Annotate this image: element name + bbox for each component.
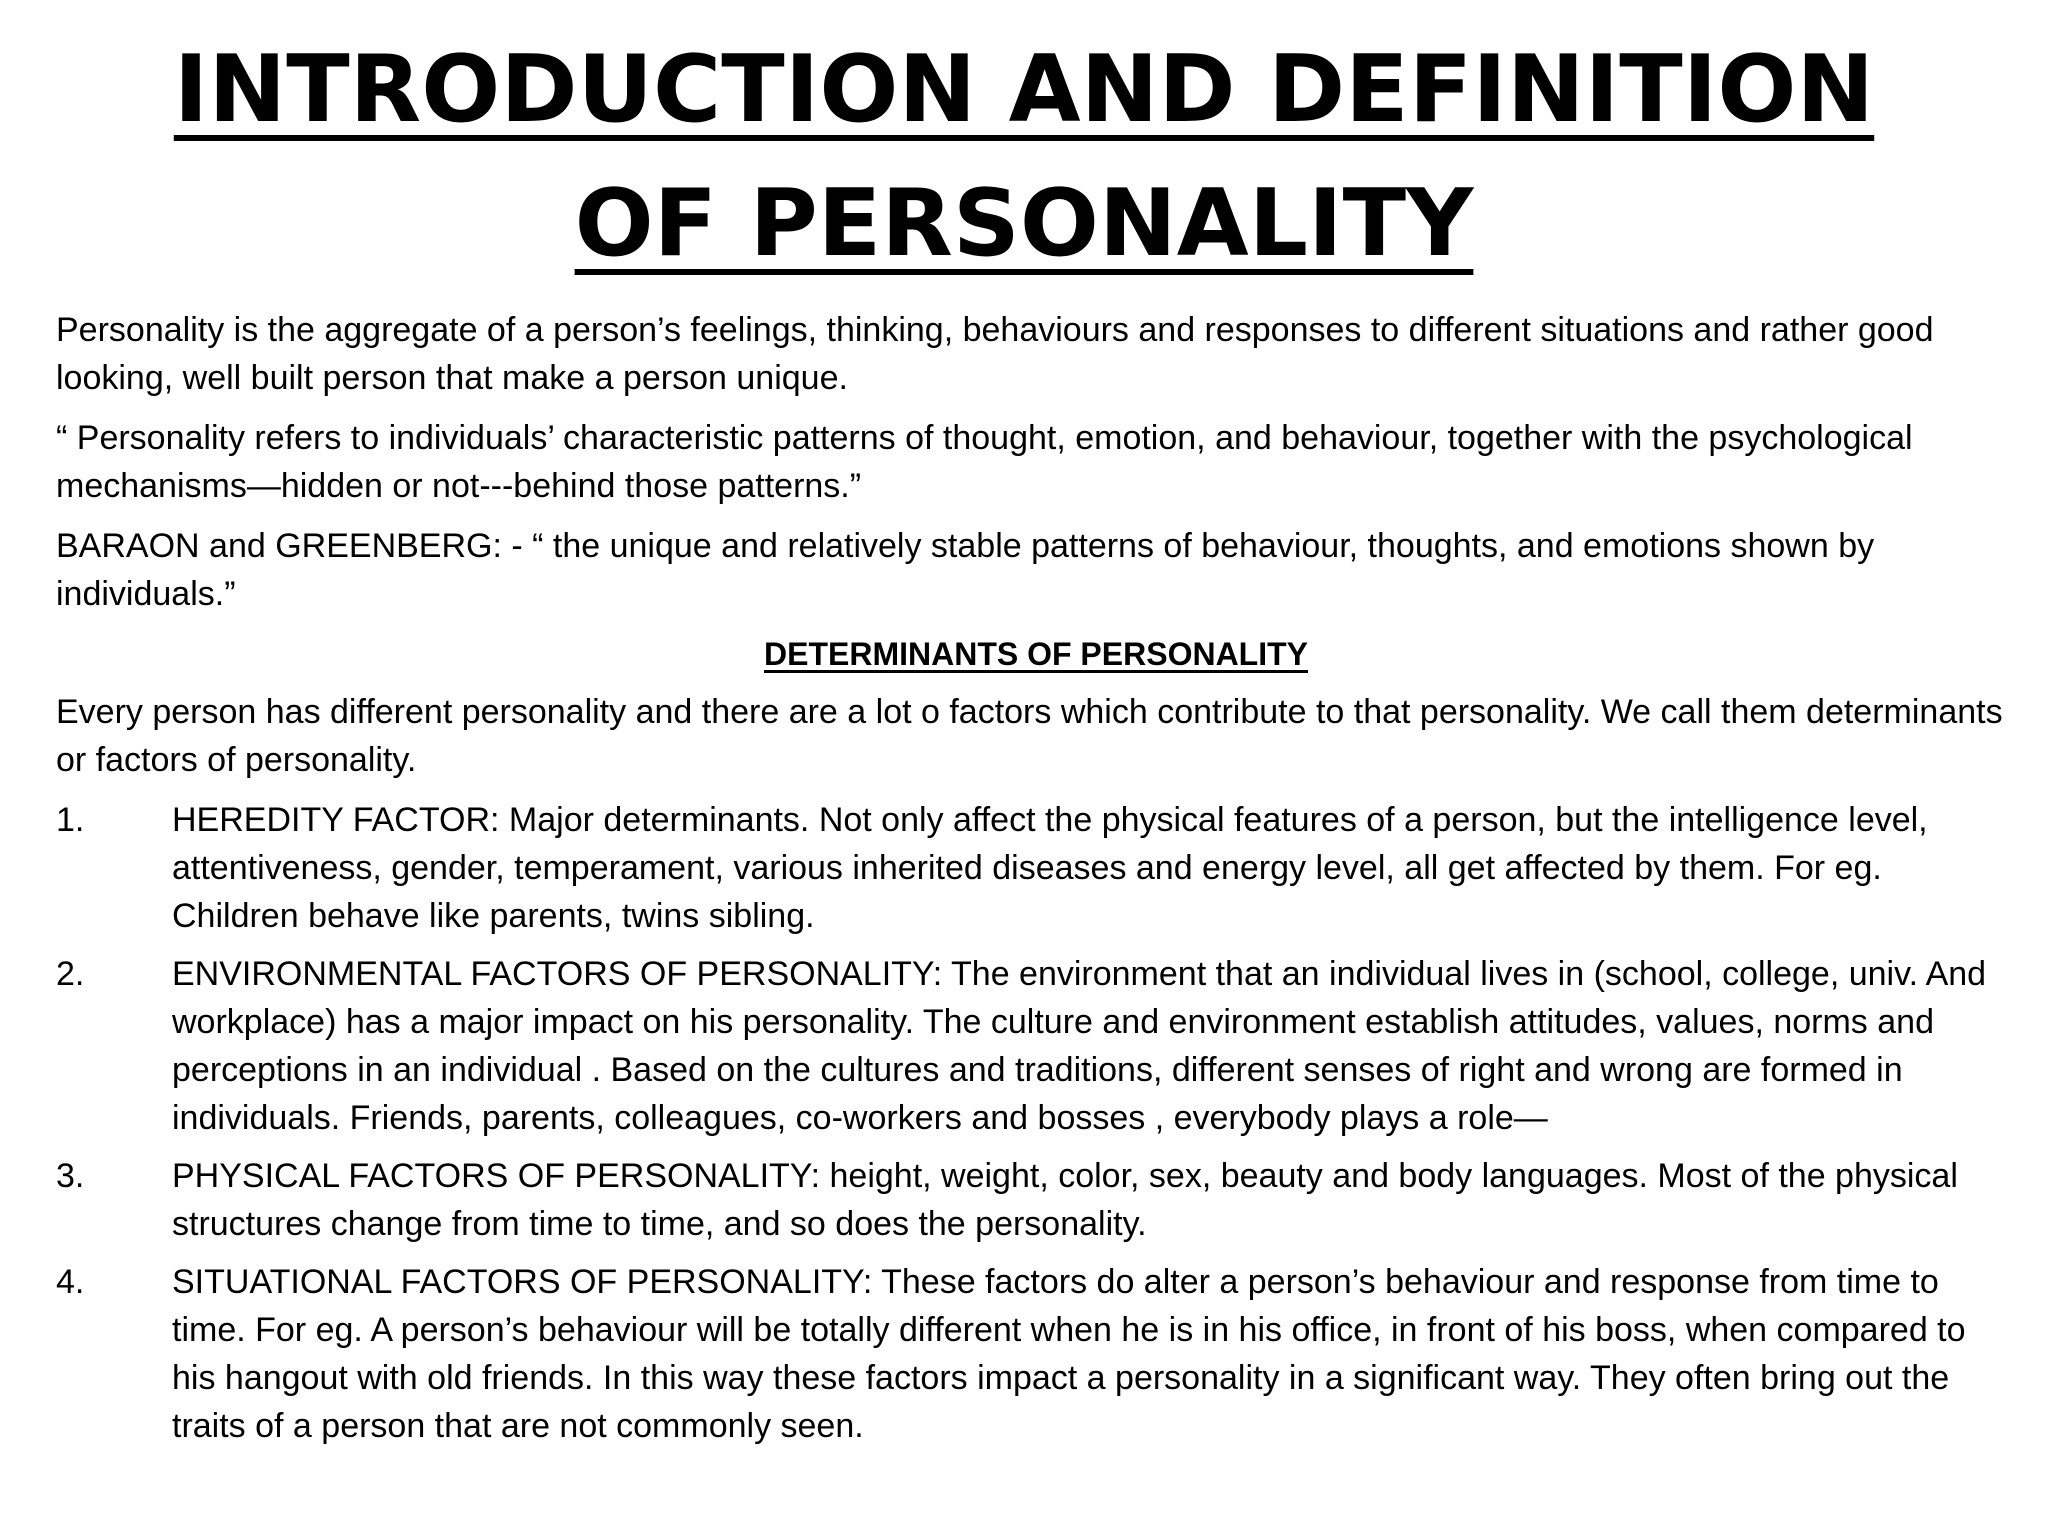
list-item — [56, 950, 2016, 1142]
definition-paragraph: Personality is the aggregate of a person’s feelings, thinking, behaviours and responses to different situations and rather good looking, well built person that make a person unique. — [56, 311, 1934, 397]
list-item-text: HEREDITY FACTOR: Major determinants. Not only affect the physical features of a person, but the intelligence level, attentiveness, gender, temperament, various inherited diseases and energy level, all get affected by them. For eg. Children behave like parents, twins sibling. — [172, 801, 1928, 935]
page-title-line-1: INTRODUCTION AND DEFINITION — [173, 35, 1875, 143]
list-item-number: 4. — [56, 1263, 85, 1301]
section-intro: Every person has different personality and there are a lot o factors which contribute to that personality. We call them determinants or factors of personality. — [56, 693, 2003, 779]
list-item-text: SITUATIONAL FACTORS OF PERSONALITY: These factors do alter a person’s behaviour and response from time to time. For eg. A person’s behaviour will be totally different when he is in his office, in front of his boss, when compared to his hangout with old friends. In this way these factors impact a personality in a significant way. They often bring out the traits of a person that are not commonly seen. — [172, 1263, 1966, 1445]
page-title-line-2: OF PERSONALITY — [574, 169, 1474, 277]
list-item — [56, 796, 2016, 940]
list-item-text: ENVIRONMENTAL FACTORS OF PERSONALITY: The environment that an individual lives in (school, college, univ. And workplace) has a major impact on his personality. The culture and environment establish attitudes, values, norms and perceptions in an individual . Based on the cultures and traditions, different senses of right and wrong are formed in individuals. Friends, parents, colleagues, co-workers and bosses , everybody plays a role— — [172, 955, 1987, 1137]
list-item-number: 1. — [56, 801, 85, 839]
page-title — [0, 22, 2048, 290]
list-item — [56, 1152, 2016, 1248]
slide-body — [56, 306, 2016, 1460]
baron-greenberg-paragraph: BARAON and GREENBERG: - “ the unique and relatively stable patterns of behaviour, thoughts, and emotions shown by individuals.” — [56, 527, 1875, 613]
list-item-number: 3. — [56, 1157, 85, 1195]
list-item-number: 2. — [56, 955, 85, 993]
list-item-text: PHYSICAL FACTORS OF PERSONALITY: height, weight, color, sex, beauty and body languages. Most of the physical structures change from time to time, and so does the personality. — [172, 1157, 1958, 1243]
section-heading: DETERMINANTS OF PERSONALITY — [763, 636, 1308, 672]
list-item — [56, 1258, 2016, 1450]
quote-paragraph: “ Personality refers to individuals’ characteristic patterns of thought, emotion, and behaviour, together with the psychological mechanisms—hidden or not---behind those patterns.” — [56, 419, 1913, 505]
